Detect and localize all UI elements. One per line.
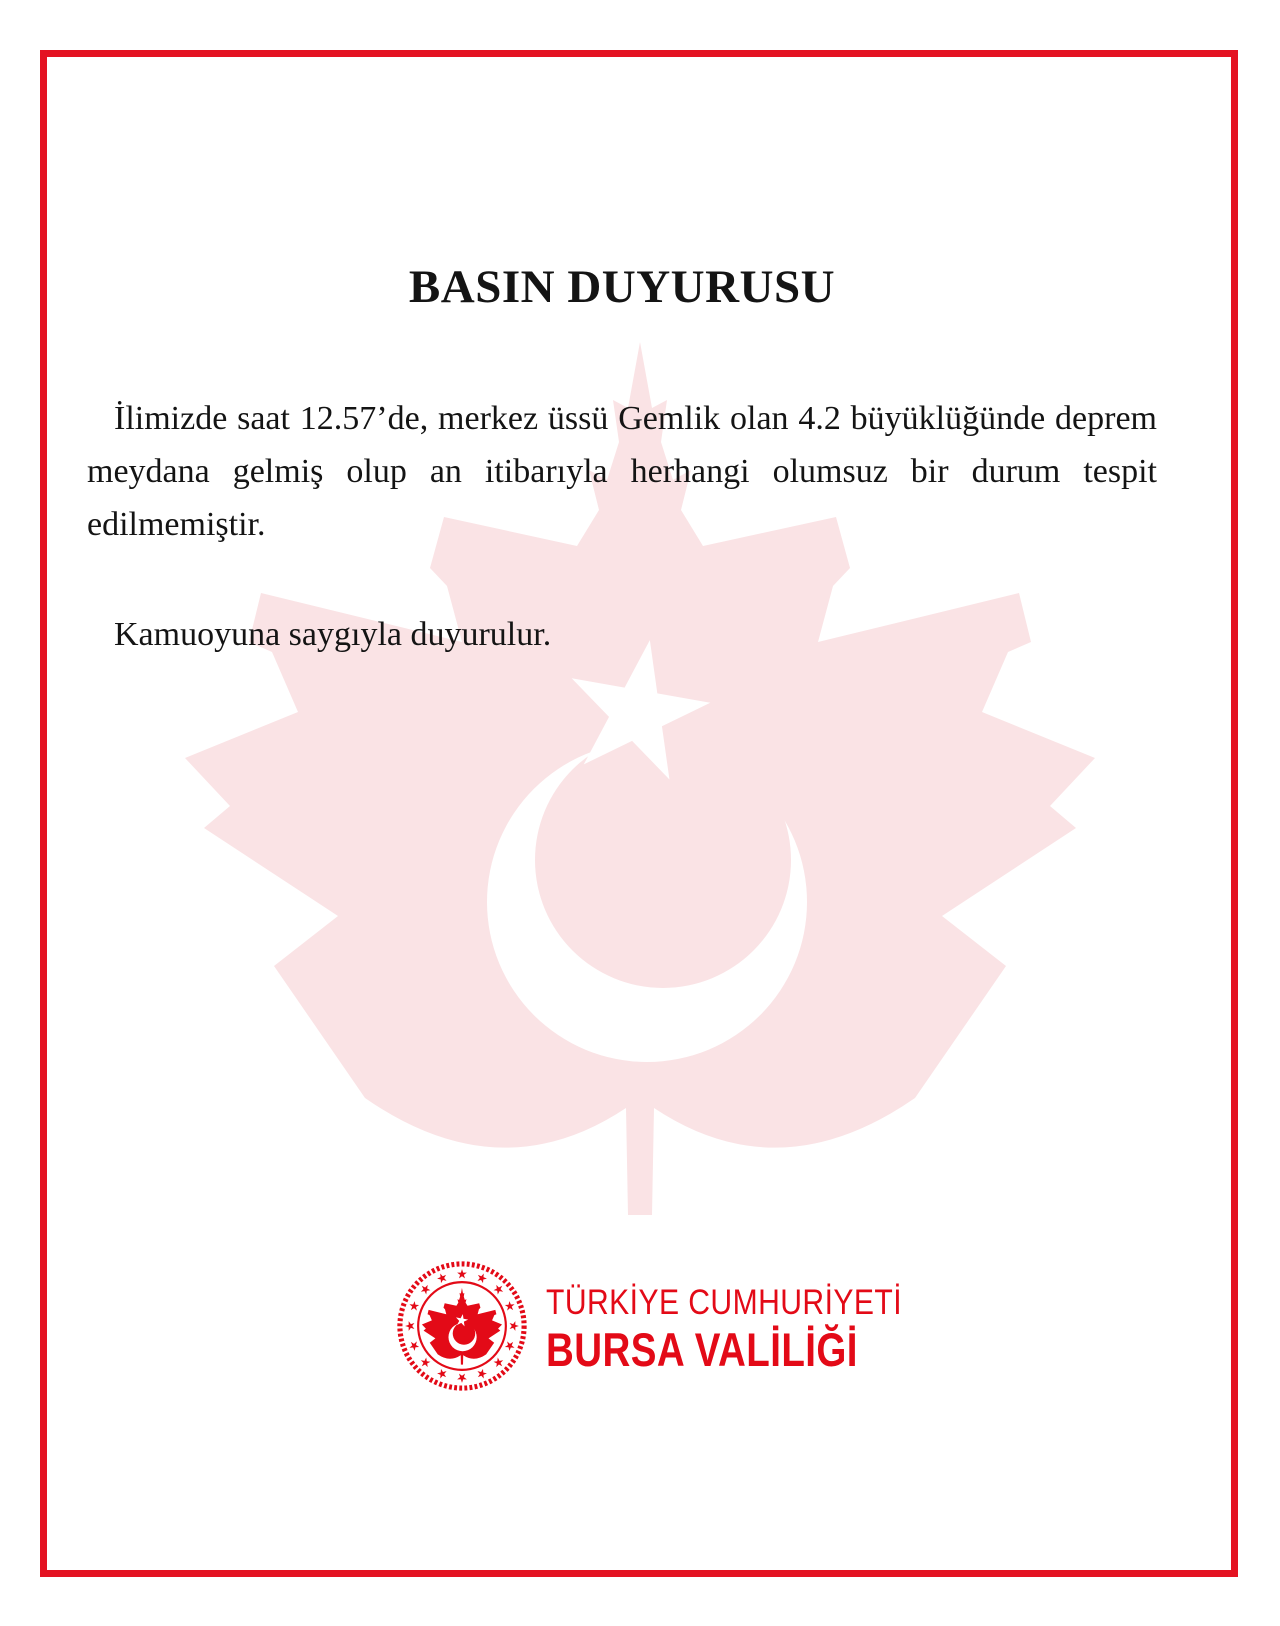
star-ring (405, 1269, 519, 1383)
announcement-paragraph (87, 392, 1157, 551)
paragraph-line: meydana gelmiş olup an itibarıyla herhangi olumsuz bir durum tespit (87, 453, 1157, 490)
paragraph-line: edilmemiştir. (87, 506, 266, 543)
turkish-government-emblem-icon (393, 1257, 531, 1395)
page-title: BASIN DUYURUSU (408, 261, 836, 313)
organization-wordmark (546, 1284, 960, 1376)
paragraph-line: İlimizde saat 12.57’de, merkez üssü Gemlik olan 4.2 büyüklüğünde deprem (114, 400, 1157, 437)
org-name-line2: BURSA VALİLİĞİ (546, 1323, 858, 1376)
closing-paragraph: Kamuoyuna saygıyla duyurulur. (114, 616, 552, 653)
org-name-line1: TÜRKİYE CUMHURİYETİ (546, 1283, 903, 1322)
